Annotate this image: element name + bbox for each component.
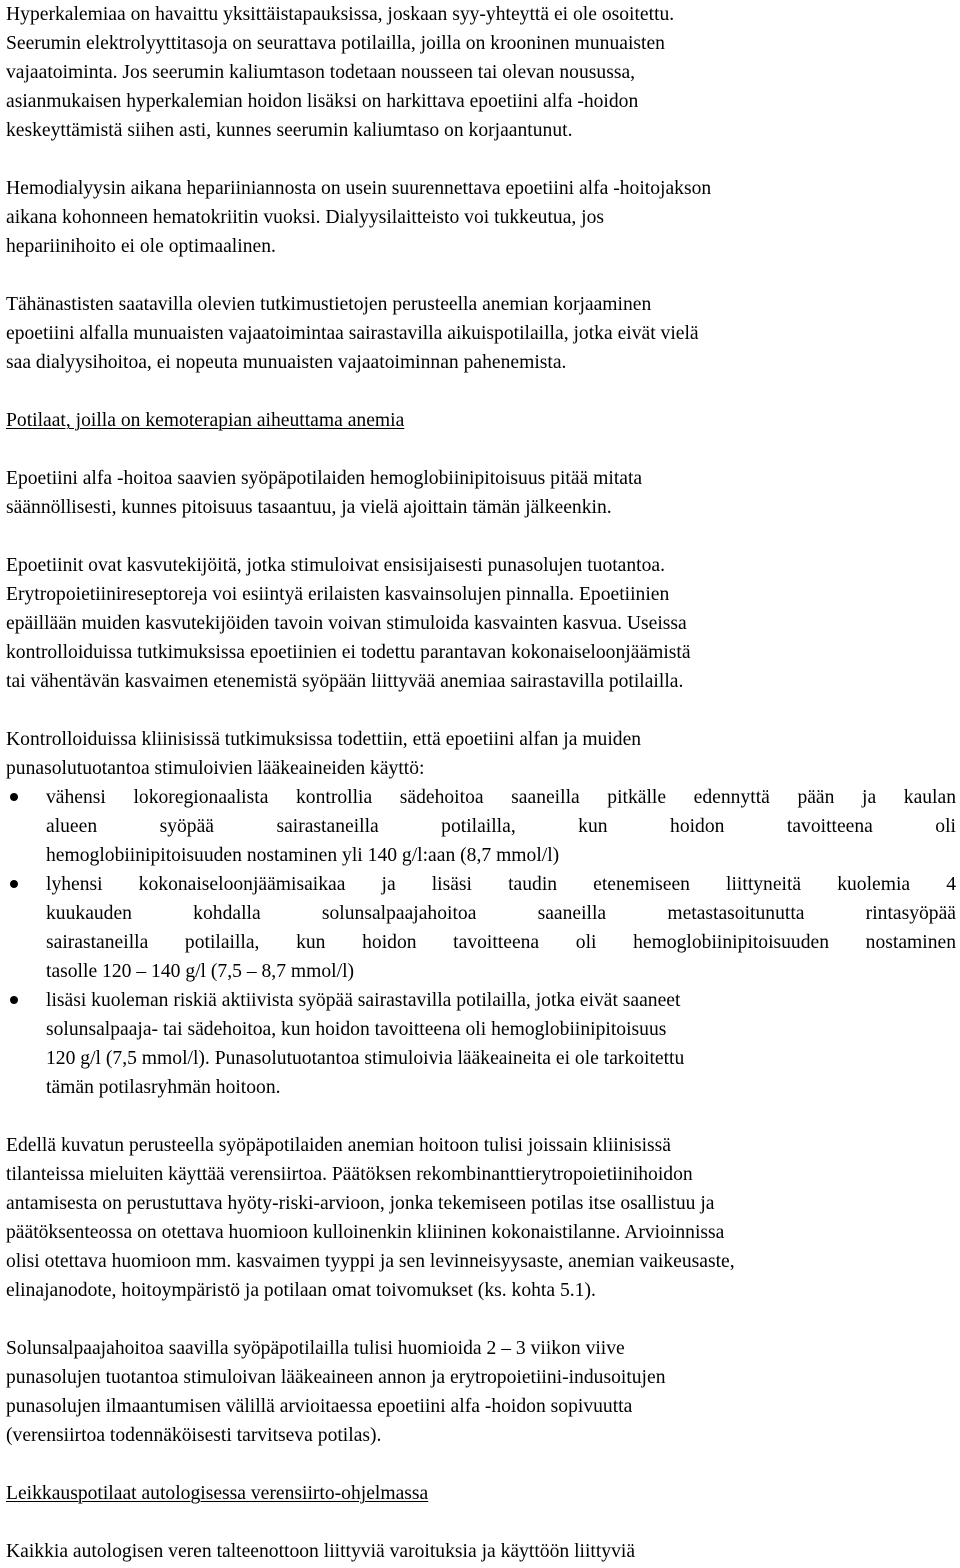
- paragraph-hemodialysis: [6, 174, 956, 261]
- text-line: tilanteissa mieluiten käyttää verensiirtoa. Päätöksen rekombinanttierytropoietiinihoidon: [6, 1164, 693, 1185]
- paragraph-chemotherapy-delay: [6, 1334, 956, 1450]
- text-line: tämän potilasryhmän hoitoon.: [46, 1077, 281, 1098]
- text-line: epoetiini alfalla munuaisten vajaatoimintaa sairastavilla aikuispotilailla, jotka eivät vielä: [6, 323, 699, 344]
- text-line: hepariinihoito ei ole optimaalinen.: [6, 236, 276, 257]
- text-line: hemoglobiinipitoisuuden nostaminen yli 140 g/l:aan (8,7 mmol/l): [46, 845, 560, 866]
- section-heading-chemotherapy-anemia: [6, 406, 956, 435]
- text-line: vähensi lokoregionaalista kontrollia sädehoitoa saaneilla pitkälle edennyttä pään ja kaulan: [46, 787, 956, 808]
- text-line: punasolujen tuotantoa stimuloivan lääkeaineen annon ja erytropoietiini-indusoitujen: [6, 1367, 666, 1388]
- text-line: epäillään muiden kasvutekijöiden tavoin voivan stimuloida kasvainten kasvua. Useissa: [6, 613, 687, 634]
- text-line: saa dialyysihoitoa, ei nopeuta munuaisten vajaatoiminnan pahenemista.: [6, 352, 567, 373]
- text-line: kuukauden kohdalla solunsalpaajahoitoa saaneilla metastasoitunutta rintasyöpää: [46, 903, 956, 924]
- list-item: [6, 783, 956, 870]
- text-line: alueen syöpää sairastaneilla potilailla, kun hoidon tavoitteena oli: [46, 816, 956, 837]
- text-line: (verensiirtoa todennäköisesti tarvitseva potilas).: [6, 1425, 382, 1446]
- list-item: [6, 986, 956, 1102]
- paragraph-renal-insufficiency: [6, 290, 956, 377]
- text-line: Erytropoietiinireseptoreja voi esiintyä erilaisten kasvainsolujen pinnalla. Epoetiinien: [6, 584, 670, 605]
- bullet-icon: [10, 996, 18, 1004]
- text-line: asianmukaisen hyperkalemian hoidon lisäksi on harkittava epoetiini alfa -hoidon: [6, 91, 639, 112]
- text-line: solunsalpaaja- tai sädehoitoa, kun hoidon tavoitteena oli hemoglobiinipitoisuus: [46, 1019, 667, 1040]
- text-line: Epoetiini alfa -hoitoa saavien syöpäpotilaiden hemoglobiinipitoisuus pitää mitata: [6, 468, 643, 489]
- text-line: Edellä kuvatun perusteella syöpäpotilaiden anemian hoitoon tulisi joissain kliinisissä: [6, 1135, 671, 1156]
- text-line: vajaatoiminta. Jos seerumin kaliumtason todetaan nousseen tai olevan nousussa,: [6, 62, 636, 83]
- text-line: 120 g/l (7,5 mmol/l). Punasolutuotantoa stimuloivia lääkeaineita ei ole tarkoitettu: [46, 1048, 685, 1069]
- text-line: punasolujen ilmaantumisen välillä arvioitaessa epoetiini alfa -hoidon sopivuutta: [6, 1396, 633, 1417]
- text-line: päätöksenteossa on otettava huomioon kulloinenkin kliininen kokonaistilanne. Arvioinnissa: [6, 1222, 725, 1243]
- text-line: säännöllisesti, kunnes pitoisuus tasaantuu, ja vielä ajoittain tämän jälkeenkin.: [6, 497, 612, 518]
- paragraph-growth-factors: [6, 551, 956, 696]
- text-line: elinajanodote, hoitoympäristö ja potilaan omat toivomukset (ks. kohta 5.1).: [6, 1280, 596, 1301]
- text-line: Hyperkalemiaa on havaittu yksittäistapauksissa, joskaan syy-yhteyttä ei ole osoitettu.: [6, 4, 675, 25]
- bullet-list: [6, 783, 956, 1102]
- paragraph-hemoglobin-monitoring: [6, 464, 956, 522]
- heading-text: Potilaat, joilla on kemoterapian aiheuttama anemia: [6, 410, 405, 431]
- paragraph-autologous: [6, 1537, 956, 1566]
- text-line: Kontrolloiduissa kliinisissä tutkimuksissa todettiin, että epoetiini alfan ja muiden: [6, 729, 642, 750]
- text-line: tai vähentävän kasvaimen etenemistä syöpään liittyvää anemiaa sairastavilla potilailla.: [6, 671, 684, 692]
- section-heading-surgery-patients: [6, 1479, 956, 1508]
- list-item: [6, 870, 956, 986]
- paragraph-clinical-trials-intro: [6, 725, 956, 783]
- text-line: lyhensi kokonaiseloonjäämisaikaa ja lisäsi taudin etenemiseen liittyneitä kuolemia 4: [46, 874, 956, 895]
- text-line: Solunsalpaajahoitoa saavilla syöpäpotilailla tulisi huomioida 2 – 3 viikon viive: [6, 1338, 625, 1359]
- text-line: lisäsi kuoleman riskiä aktiivista syöpää sairastavilla potilailla, jotka eivät saaneet: [46, 990, 681, 1011]
- text-line: sairastaneilla potilailla, kun hoidon tavoitteena oli hemoglobiinipitoisuuden nostaminen: [46, 932, 956, 953]
- text-line: punasolutuotantoa stimuloivien lääkeaineiden käyttö:: [6, 758, 425, 779]
- heading-text: Leikkauspotilaat autologisessa verensiirto-ohjelmassa: [6, 1483, 429, 1504]
- text-line: tasolle 120 – 140 g/l (7,5 – 8,7 mmol/l): [46, 961, 355, 982]
- text-line: Tähänastisten saatavilla olevien tutkimustietojen perusteella anemian korjaaminen: [6, 294, 652, 315]
- text-line: aikana kohonneen hematokriitin vuoksi. Dialyysilaitteisto voi tukkeutua, jos: [6, 207, 605, 228]
- text-line: antamisesta on perustuttava hyöty-riski-arvioon, jonka tekemiseen potilas itse osallistuu ja: [6, 1193, 715, 1214]
- paragraph-transfusion: [6, 1131, 956, 1305]
- text-line: Epoetiinit ovat kasvutekijöitä, jotka stimuloivat ensisijaisesti punasolujen tuotantoa.: [6, 555, 666, 576]
- text-line: Kaikkia autologisen veren talteenottoon liittyviä varoituksia ja käyttöön liittyviä: [6, 1541, 636, 1562]
- text-line: keskeyttämistä siihen asti, kunnes seerumin kaliumtaso on korjaantunut.: [6, 120, 573, 141]
- text-line: Hemodialyysin aikana hepariiniannosta on usein suurennettava epoetiini alfa -hoitojakson: [6, 178, 712, 199]
- document-page: [6, 0, 956, 1566]
- paragraph-hyperkalemia: [6, 0, 956, 145]
- text-line: olisi otettava huomioon mm. kasvaimen tyyppi ja sen levinneisyysaste, anemian vaikeusaste,: [6, 1251, 735, 1272]
- bullet-icon: [10, 793, 18, 801]
- text-line: kontrolloiduissa tutkimuksissa epoetiinien ei todettu parantavan kokonaiseloonjäämistä: [6, 642, 691, 663]
- bullet-icon: [10, 880, 18, 888]
- text-line: Seerumin elektrolyyttitasoja on seurattava potilailla, joilla on krooninen munuaisten: [6, 33, 665, 54]
